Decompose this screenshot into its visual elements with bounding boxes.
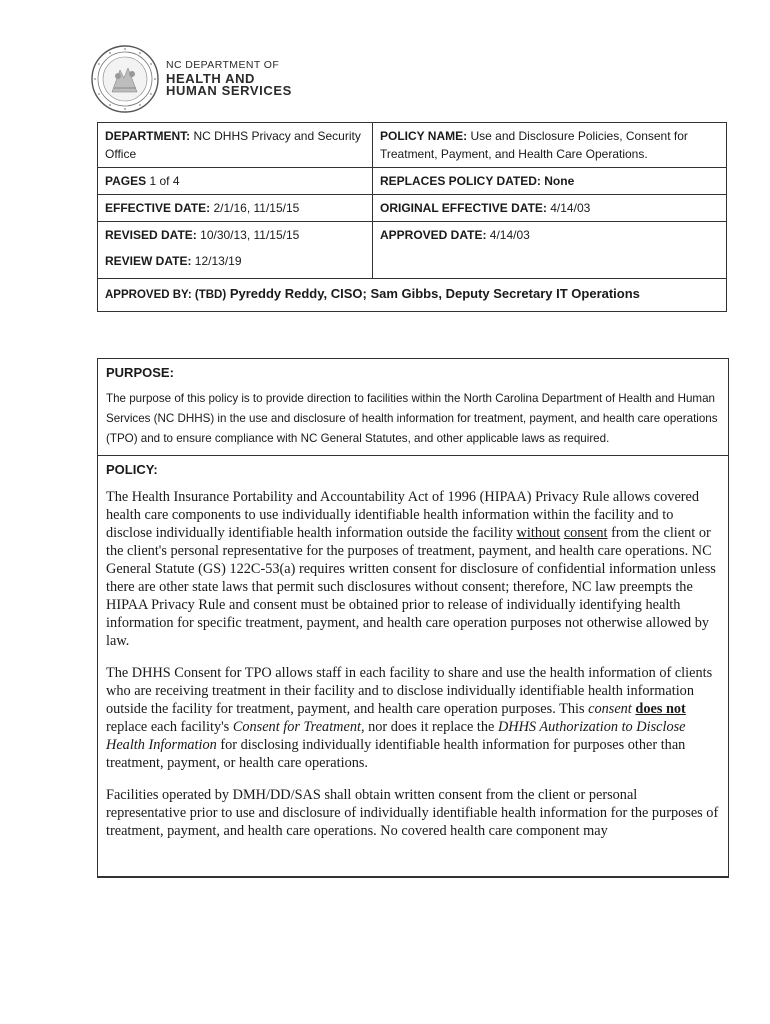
p2-italic-consent-for-treatment: Consent for Treatment bbox=[232, 719, 361, 735]
review-date-label: REVIEW DATE: bbox=[105, 254, 192, 268]
pages-label: PAGES bbox=[105, 174, 147, 188]
replaces-cell bbox=[373, 168, 727, 195]
pages-cell bbox=[98, 168, 373, 195]
policy-name-cell bbox=[373, 123, 727, 168]
p2-text-a: The DHHS Consent for TPO allows staff in each facility to share and use the health information of clients who are receiving treatment in their facility and to disclose individually identifiable health information outside the facility for treatment, payment, and health care operation purposes. This bbox=[106, 665, 713, 717]
approved-date-value: 4/14/03 bbox=[489, 228, 530, 242]
policy-paragraph-2 bbox=[106, 664, 720, 772]
p2-text-b: replace each facility's bbox=[106, 719, 230, 735]
agency-line-1: NC DEPARTMENT OF bbox=[166, 59, 280, 71]
approved-by-label: APPROVED BY: (TBD) bbox=[105, 289, 227, 301]
p2-italic-authorization: DHHS Authorization to Disclose Health Information bbox=[106, 719, 686, 753]
policy-paragraph-1 bbox=[106, 488, 720, 650]
p1-underline-consent: consent bbox=[563, 525, 608, 541]
p2-text-d: for disclosing individually identifiable health information for purposes other than treatment, payment, or health care operations. bbox=[106, 737, 686, 771]
agency-line-2: HEALTH AND bbox=[166, 70, 256, 86]
effective-date-label: EFFECTIVE DATE: bbox=[105, 201, 211, 215]
approved-by-value: Pyreddy Reddy, CISO; Sam Gibbs, Deputy Secretary IT Operations bbox=[229, 286, 640, 301]
policy-section bbox=[98, 456, 728, 840]
purpose-text: The purpose of this policy is to provide direction to facilities within the North Carolina Department of Health and Human Services (NC DHHS) in the use and disclosure of health information for treatment, payment, and health care operations (TPO) and to ensure compliance with NC General Statutes, and other applicable laws as required. bbox=[106, 392, 718, 445]
original-effective-date-value: 4/14/03 bbox=[550, 201, 591, 215]
nc-state-seal-icon bbox=[90, 44, 160, 114]
effective-date-value: 2/1/16, 11/15/15 bbox=[213, 201, 300, 215]
approved-date-cell bbox=[373, 222, 727, 279]
p2-italic-consent: consent bbox=[588, 701, 632, 717]
purpose-heading: PURPOSE: bbox=[106, 365, 174, 380]
approved-by-cell bbox=[98, 279, 727, 312]
replaces-value: None bbox=[544, 174, 575, 188]
revised-date-value: 10/30/13, 11/15/15 bbox=[200, 228, 300, 242]
revised-review-cell bbox=[98, 222, 373, 279]
purpose-section bbox=[98, 359, 728, 456]
policy-content-box bbox=[97, 358, 729, 878]
department-cell bbox=[98, 123, 373, 168]
approved-date-label: APPROVED DATE: bbox=[380, 228, 487, 242]
review-date-value: 12/13/19 bbox=[194, 254, 242, 268]
pages-value: 1 of 4 bbox=[149, 174, 180, 188]
p1-text-b: from the client or the client's personal representative for the purposes of treatment, payment, and health care operations. NC General Statute (GS) 122C-53(a) requires written consent for disclosure of confidential information unless there are other state laws that permit such disclosures without consent; therefore, NC law preempts the HIPAA Privacy Rule and consent must be obtained prior to release of individually identifying health information for specific treatment, payment, and health care operation purposes not otherwise allowed by law. bbox=[106, 525, 716, 649]
p2-does-not: does not bbox=[635, 701, 686, 717]
original-effective-date-cell bbox=[373, 195, 727, 222]
original-effective-date-label: ORIGINAL EFFECTIVE DATE: bbox=[380, 201, 547, 215]
policy-heading: POLICY: bbox=[106, 462, 158, 477]
effective-date-cell bbox=[98, 195, 373, 222]
department-label: DEPARTMENT: bbox=[105, 129, 191, 143]
policy-name-value: Use and Disclosure Policies, Consent for Treatment, Payment, and Health Care Operations. bbox=[380, 129, 688, 161]
replaces-label: REPLACES POLICY DATED: bbox=[380, 174, 541, 188]
agency-line-3: HUMAN SERVICES bbox=[166, 82, 292, 98]
p1-text-a: The Health Insurance Portability and Accountability Act of 1996 (HIPAA) Privacy Rule allows covered health care components to use individually identifiable health information within the facility and to disclose individually identifiable health information outside the facility bbox=[106, 489, 700, 541]
p2-text-c: , nor does it replace the bbox=[360, 719, 495, 735]
department-value: NC DHHS Privacy and Security Office bbox=[105, 129, 361, 161]
p1-underline-without: without bbox=[516, 525, 561, 541]
policy-name-label: POLICY NAME: bbox=[380, 129, 468, 143]
agency-name bbox=[166, 60, 292, 97]
policy-metadata-table bbox=[97, 122, 727, 312]
policy-paragraph-3: Facilities operated by DMH/DD/SAS shall obtain written consent from the client or personal representative prior to use and disclosure of individually identifiable health information for the purposes of treatment, payment, and health care operations. No covered health care component may bbox=[106, 787, 719, 839]
revised-date-label: REVISED DATE: bbox=[105, 228, 197, 242]
